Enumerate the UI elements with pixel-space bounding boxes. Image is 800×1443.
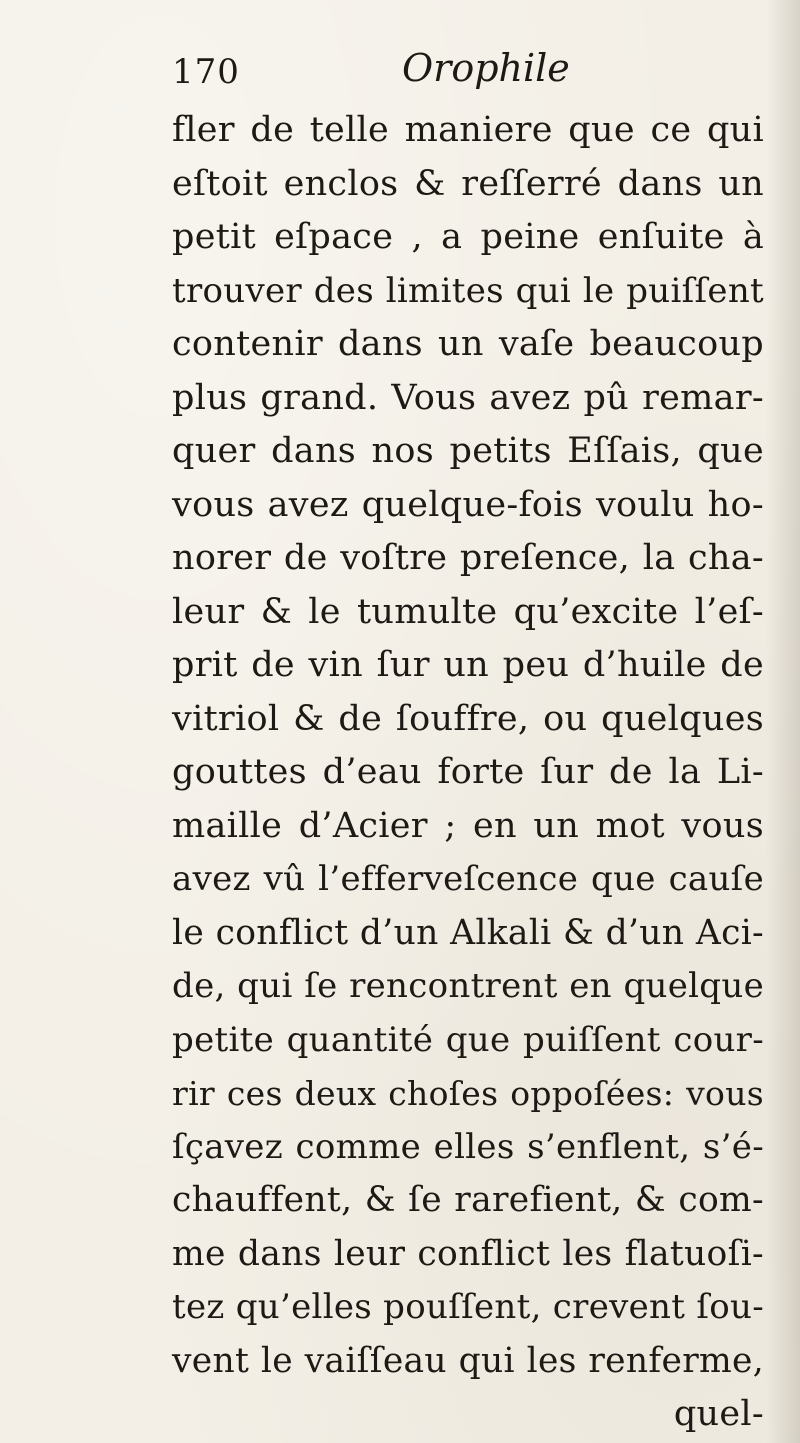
text-line: leur & le tumulte qu’excite l’eſ-: [172, 591, 764, 632]
text-line: le conflict d’un Alkali & d’un Aci-: [172, 912, 764, 953]
text-line: chauffent, & ſe rarefient, & com-: [172, 1180, 764, 1220]
text-line: plus grand. Vous avez pû remar-: [172, 377, 764, 418]
text-line: quer dans nos petits Eſſais, que: [172, 431, 764, 471]
running-title: Orophile: [402, 46, 570, 90]
page-edge-shadow: [766, 0, 800, 1443]
text-line: avez vû l’effervеſcence que cauſe: [172, 859, 764, 899]
text-line: trouver des limites qui le puiſſent: [172, 270, 764, 311]
page-number: 170: [172, 52, 240, 92]
page-header: [172, 46, 732, 94]
text-line: fler de telle maniere que ce qui: [172, 110, 764, 150]
text-line: contenir dans un vaſe beaucoup: [172, 324, 764, 364]
body-text: [172, 104, 764, 1442]
text-line: petite quantité que puiſſent cour-: [172, 1019, 764, 1060]
text-line: ſçavez comme elles s’enflent, s’é-: [172, 1126, 764, 1167]
text-line: maille d’Acier ; en un mot vous: [172, 805, 764, 846]
catchword: quel-: [673, 1394, 764, 1434]
text-line: vitriol & de ſouffre, ou quelques: [172, 698, 764, 739]
text-line: tez qu’elles pouſſent, crevent ſou-: [172, 1287, 764, 1327]
text-line: de, qui ſe rencontrent en quelque: [172, 966, 764, 1006]
text-line: norer de voſtre preſence, la cha-: [172, 538, 764, 578]
text-line: prit de vin ſur un peu d’huile de: [172, 645, 764, 685]
text-line: vent le vaiſſeau qui les renferme,: [172, 1340, 764, 1381]
text-line: me dans leur conflict les flatuoſi-: [172, 1233, 764, 1274]
text-line: gouttes d’eau forte ſur de la Li-: [172, 752, 764, 792]
text-line: rir ces deux choſes oppoſées: vous: [172, 1074, 764, 1113]
text-line: petit eſpace , a peine enſuite à: [172, 217, 764, 257]
text-line: eſtoit enclos & reſſerré dans un: [172, 163, 764, 204]
text-line: vous avez quelque-fois voulu ho-: [172, 484, 764, 525]
